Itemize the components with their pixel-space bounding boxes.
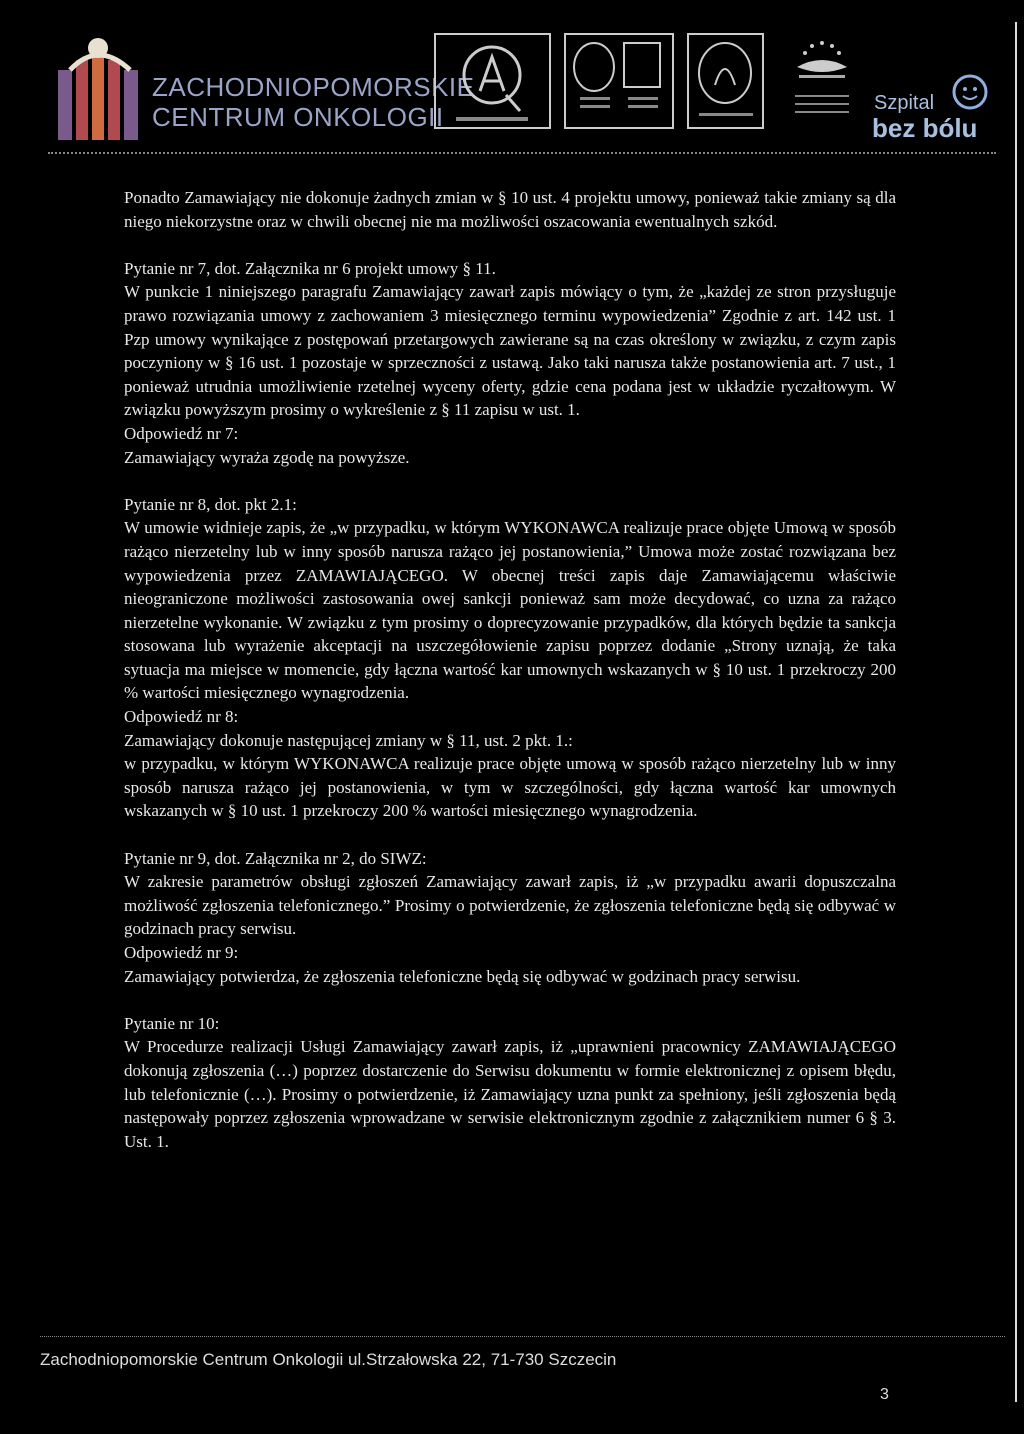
paragraph: W Procedurze realizacji Usługi Zamawiający zawarł zapis, iż „uprawnieni pracownicy ZAMAWIAJĄCEGO dokonują zgłoszenia (…) poprzez dostarczenie do Serwisu dokumentu w formie elektronicznej z opisem błędu, lub telefonicznie (…). Prosimy o potwierdzenie, iż Zamawiający uzna punkt za spełniony, jeśli zgłoszenia będą następowały poprzez zgłoszenia wprowadzane w serwisie elektronicznym zgodnie z załącznikiem numer 6 § 3. Ust. 1. [124, 1037, 896, 1151]
szpital-text: Szpital [874, 92, 935, 114]
paragraph: Odpowiedź nr 8: [124, 707, 239, 727]
szpital-bez-bolu-logo [872, 70, 1002, 143]
paragraph: W umowie widnieje zapis, że „w przypadku, w którym WYKONAWCA realizuje prace objęte Umową w sposób rażąco nierzetelny lub w inny sposób narusza rażąco jej postanowienia,” Umowa może zostać rozwiązana bez wypowiedzenia przez ZAMAWIAJĄCEGO. W obecnej treści zapis daje Zamawiającemu właściwie nieograniczone możliwości zastosowania owej sankcji ponieważ sam może decydować, co uzna za rażąco nierzetelne wykonanie. W związku z tym prosimy o doprecyzowanie przypadków, dla których będzie ta sankcja stosowana lub wyrażenie akceptacji na uszczegółowienie zapisu poprzez dodanie „Strony uznają, że taka sytuacja ma miejsce w momencie, gdy łączna wartość kar umownych wskazanych w § 10 ust. 1 przekroczy 200 % wartości miesięcznego wynagrodzenia. [124, 518, 896, 703]
page-number: 3 [880, 1386, 889, 1403]
quality-q-icon [436, 35, 549, 127]
quality-cert-badge [434, 33, 551, 129]
right-margin-line [1015, 22, 1017, 1402]
paragraph: Pytanie nr 9, dot. Załącznika nr 2, do SIWZ: [124, 848, 427, 868]
org-name-line1: ZACHODNIOPOMORSKIE [152, 72, 475, 102]
paragraph: Odpowiedź nr 9: [124, 943, 239, 962]
paragraph: Pytanie nr 8, dot. pkt 2.1: [124, 494, 297, 514]
document-body [124, 186, 896, 1153]
bez-bolu-text: bez bólu [872, 113, 978, 143]
paragraph: w przypadku, w którym WYKONAWCA realizuje prace objęte umową w sposób rażąco nierzetelny lub w inny sposób narusza rażąco jej postanowienia, w tym w szczególności, gdy łączna wartość kar umownych wskazanych w § 10 ust. 1 przekroczy 200 % wartości miesięcznego wynagrodzenia. [124, 754, 896, 821]
paragraph-gap [124, 988, 896, 1012]
paragraph: Zamawiający potwierdza, że zgłoszenia telefoniczne będą się odbywać w godzinach pracy serwisu. [124, 966, 801, 986]
page-header [0, 0, 1024, 150]
zco-logo-icon [50, 30, 150, 142]
paragraph-gap [124, 469, 896, 493]
paragraph: W zakresie parametrów obsługi zgłoszeń Zamawiający zawarł zapis, iż „w przypadku awarii dopuszczalna możliwość zgłoszenia telefonicznego.” Prosimy o potwierdzenie, że zgłoszenia telefoniczne będą się odbywać w godzinach pracy serwisu. [124, 872, 896, 939]
organization-name [152, 72, 474, 132]
footer-address: Zachodniopomorskie Centrum Onkologii ul.Strzałowska 22, 71-730 Szczecin [40, 1350, 617, 1369]
paragraph: Pytanie nr 10: [124, 1013, 220, 1033]
paragraph: Odpowiedź nr 7: [124, 423, 239, 443]
paragraph: Ponadto Zamawiający nie dokonuje żadnych zmian w § 10 ust. 4 projektu umowy, ponieważ takie zmiany są dla niego niekorzystne oraz w chwili obecnej nie ma możliwości oszacowania ewentualnych szkód. [124, 188, 896, 231]
header-divider [48, 152, 996, 154]
iso-seal-badge [687, 33, 764, 129]
paragraph-gap [124, 823, 896, 847]
iso-cert-badge [564, 33, 674, 129]
paragraph: Pytanie nr 7, dot. Załącznika nr 6 projekt umowy § 11. [124, 258, 496, 278]
paragraph: Zamawiający wyraża zgodę na powyższe. [124, 447, 410, 467]
iso-cert-icon [566, 35, 672, 127]
emas-logo-icon [775, 33, 870, 133]
paragraph: Zamawiający dokonuje następującej zmiany w § 11, ust. 2 pkt. 1.: [124, 730, 573, 750]
paragraph: W punkcie 1 niniejszego paragrafu Zamawiający zawarł zapis mówiący o tym, że „każdej ze stron przysługuje prawo rozwiązania umowy z zachowaniem 3 miesięcznego terminu wypowiedzenia” Zgodnie z art. 142 ust. 1 Pzp umowy wynikające z postępowań przetargowych zawierane są na czas określony w związku, z czym zapis poczyniony w § 16 ust. 1 pozostaje w sprzeczności z ustawą. Jako taki narusza także postanowienia art. 7 ust., 1 ponieważ utrudnia umożliwienie rzetelnej wyceny oferty, gdzie cena podana jest w układzie ryczałtowym. W związku powyższym prosimy o wykreślenie z § 11 zapisu w ust. 1. [124, 282, 896, 420]
org-name-line2: CENTRUM ONKOLOGII [152, 102, 444, 132]
paragraph-gap [124, 233, 896, 257]
seal-icon [689, 35, 762, 127]
footer-divider [40, 1336, 1005, 1337]
